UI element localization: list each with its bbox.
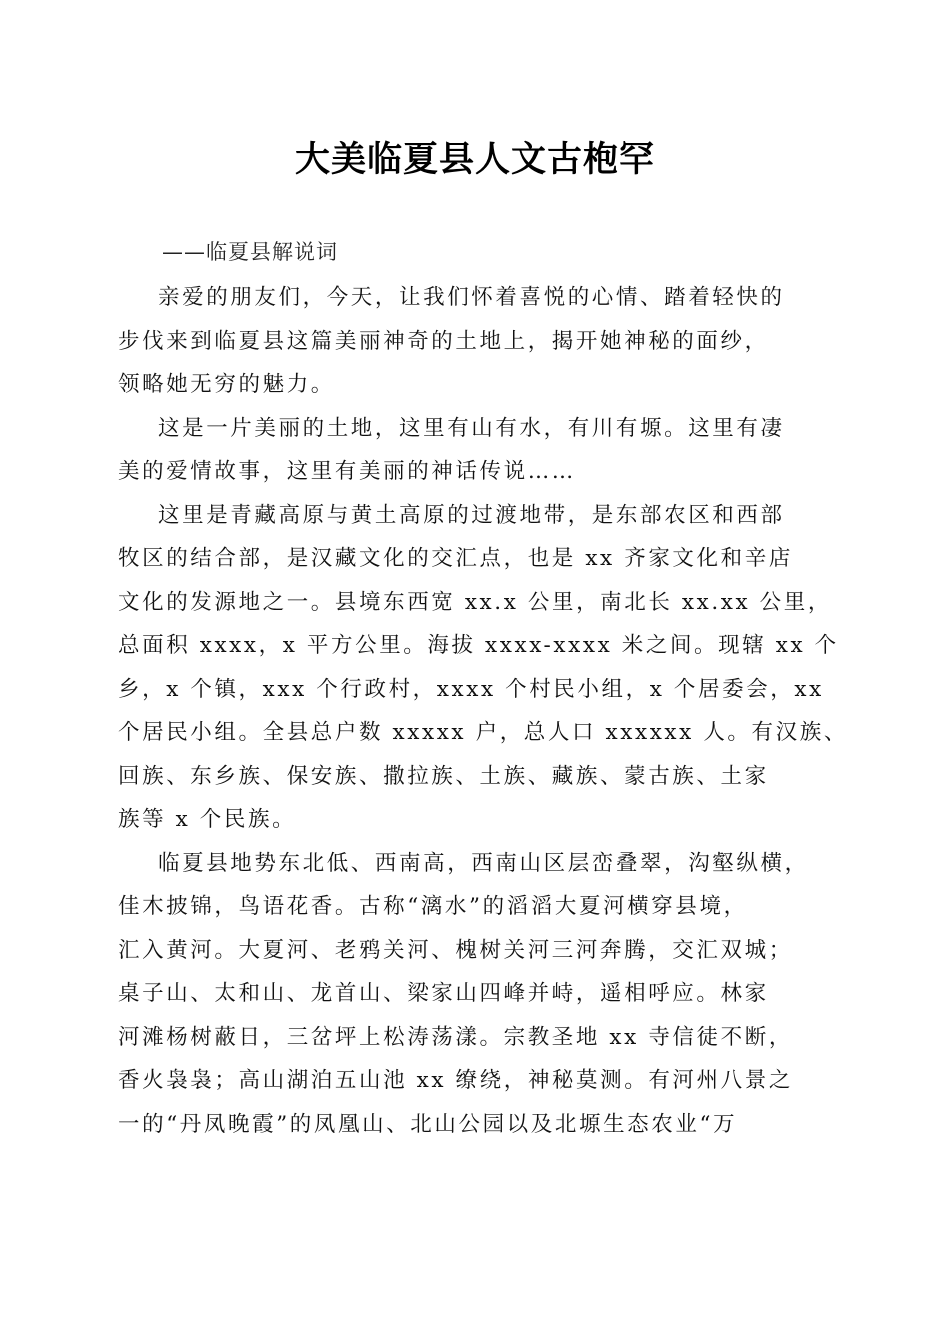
body-line: 牧区的结合部，是汉藏文化的交汇点，也是 xx 齐家文化和辛店 [118,546,793,571]
body-line: 一的“丹凤晚霞”的凤凰山、北山公园以及北塬生态农业“万 [118,1111,738,1137]
body-line: 佳木披锦，鸟语花香。古称“漓水”的滔滔大夏河横穿县境， [118,894,748,919]
body-line: 族等 x 个民族。 [118,807,297,832]
body-line: 香火袅袅；高山湖泊五山池 xx 缭绕，神秘莫测。有河州八景之 [118,1068,793,1093]
body-line: 美的爱情故事，这里有美丽的神话传说…… [118,459,576,484]
body-line: 总面积 xxxx，x 平方公里。海拔 xxxx-xxxx 米之间。现辖 xx 个 [118,633,839,658]
document-title: 大美临夏县人文古枹罕 [294,139,655,180]
document-body [118,276,848,1146]
body-line: 河滩杨树蔽日，三岔坪上松涛荡漾。宗教圣地 xx 寺信徒不断， [118,1024,793,1050]
body-line: 这是一片美丽的土地，这里有山有水，有川有塬。这里有凄 [158,415,785,441]
body-line: 回族、东乡族、保安族、撒拉族、土族、藏族、蒙古族、土家 [118,763,769,789]
body-line: 文化的发源地之一。县境东西宽 xx.x 公里，南北长 xx.xx 公里， [118,589,832,615]
body-line: 亲爱的朋友们，今天，让我们怀着喜悦的心情、踏着轻快的 [158,285,785,310]
body-line: 步伐来到临夏县这篇美丽神奇的土地上，揭开她神秘的面纱， [118,328,769,354]
body-line: 领略她无穷的魅力。 [118,372,335,397]
document-subtitle: ——临夏县解说词 [162,240,338,264]
body-line: 乡，x 个镇，xxx 个行政村，xxxx 个村民小组，x 个居委会，xx [118,676,824,702]
body-line: 这里是青藏高原与黄土高原的过渡地带，是东部农区和西部 [158,502,785,528]
body-line: 桌子山、太和山、龙首山、梁家山四峰并峙，遥相呼应。林家 [118,981,769,1006]
body-line: 个居民小组。全县总户数 xxxxx 户，总人口 xxxxxx 人。有汉族、 [118,720,848,745]
body-line: 临夏县地势东北低、西南高，西南山区层峦叠翠，沟壑纵横， [158,850,809,876]
body-line: 汇入黄河。大夏河、老鸦关河、槐树关河三河奔腾，交汇双城； [118,937,793,963]
